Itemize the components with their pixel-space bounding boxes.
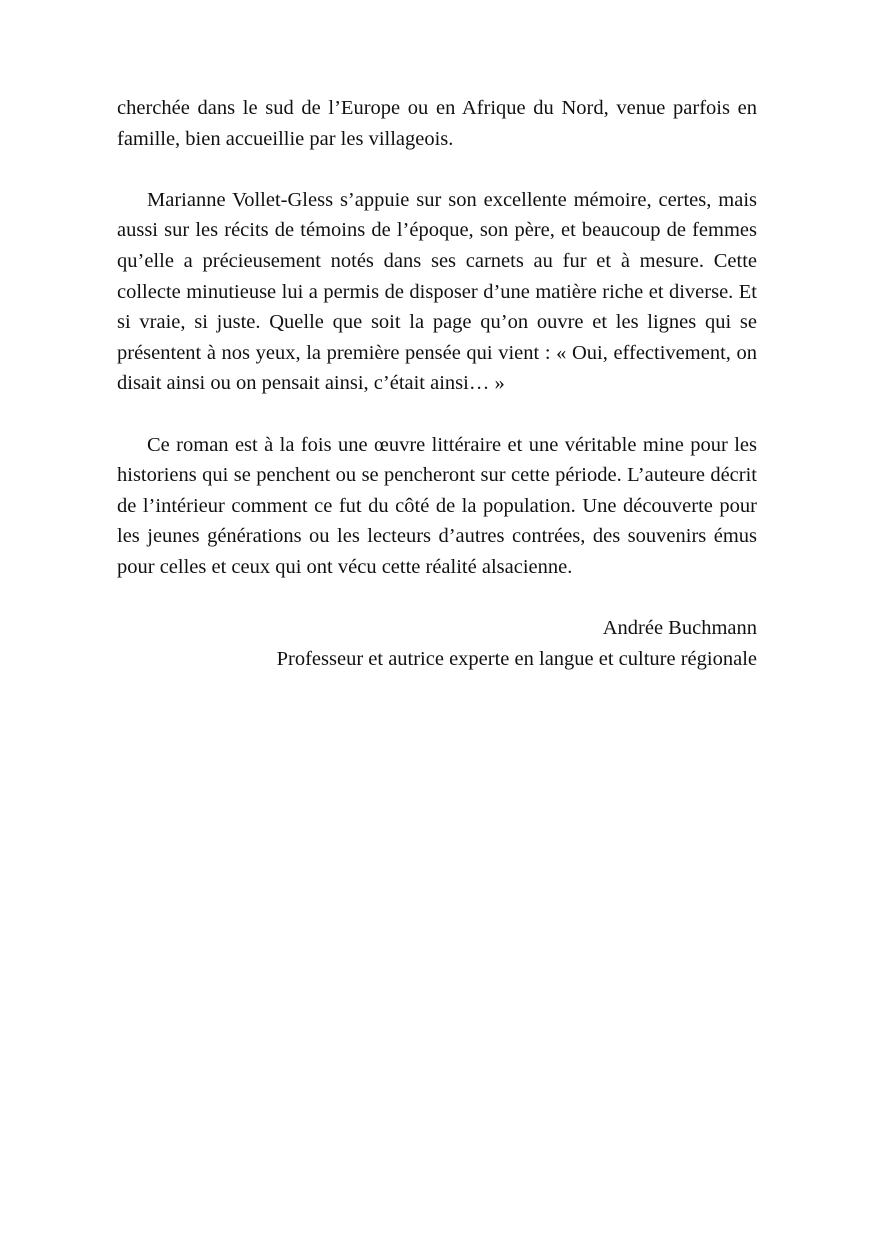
paragraph-memory-sources: Marianne Vollet-Gless s’appuie sur son excellente mémoire, certes, mais aussi sur les récits de témoins de l’époque, son père, et beaucoup de femmes qu’elle a précieusement notés dans ses carnets au fur et à mesure. Cette collecte minutieuse lui a permis de disposer d’une matière riche et diverse. Et si vraie, si juste. Quelle que soit la page qu’on ouvre et les lignes qui se présentent à nos yeux, la première pensée qui vient : « Oui, effectivement, on disait ainsi ou on pensait ainsi, c’était ainsi… » [117, 188, 757, 395]
paragraph-novel-value: Ce roman est à la fois une œuvre littéraire et une véritable mine pour les historiens qui se penchent ou se pencheront sur cette période. L’auteure décrit de l’intérieur comment ce fut du côté de la population. Une découverte pour les jeunes générations ou les lecteurs d’autres contrées, des souvenirs émus pour celles et ceux qui ont vécu cette réalité alsacienne. [117, 433, 757, 578]
paragraph-continuation: cherchée dans le sud de l’Europe ou en Afrique du Nord, venue parfois en famille, bien accueillie par les villageois. [117, 97, 757, 150]
signature-name: Andrée Buchmann [602, 617, 757, 640]
signature-title: Professeur et autrice experte en langue et culture régionale [276, 647, 757, 670]
signature-block [117, 613, 757, 674]
document-page [117, 93, 757, 674]
